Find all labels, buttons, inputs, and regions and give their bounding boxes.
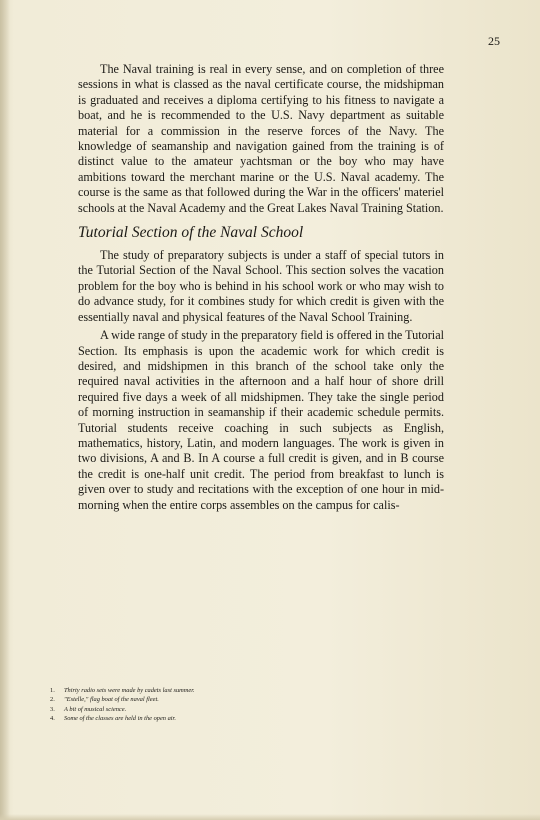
footnote	[50, 686, 430, 695]
page-bottom-edge	[0, 814, 540, 820]
footnote-number: 3.	[50, 705, 55, 713]
footnote	[50, 695, 430, 704]
paragraph-tutorial-range: A wide range of study in the preparatory field is offered in the Tutorial Section. Its emphasis is upon the academic work for which credit is desired, and midshipmen in this branch of the school take only the required naval activities in the afternoon and a half hour of shore drill required five days a week of all midshipmen. They take the single period of morning instruction in seamanship if their academic schedule permits. Tutorial students receive coaching in such subjects as English, mathematics, history, Latin, and modern languages. The work is given in two divisions, A and B. In A course a full credit is given, and in B course the credit is one-half unit credit. The period from breakfast to lunch is given over to study and recitations with the exception of one hour in mid-morning when the entire corps assembles on the campus for calis-	[78, 328, 444, 512]
footnote-number: 1.	[50, 687, 55, 694]
footnote-text: A bit of musical science.	[64, 705, 127, 713]
binding-shadow	[0, 0, 10, 820]
page-number: 25	[488, 34, 500, 48]
body-text	[78, 62, 444, 513]
footnote-text: Thirty radio sets were made by cadets last summer.	[64, 687, 195, 694]
section-heading: Tutorial Section of the Naval School	[78, 224, 304, 242]
footnote	[50, 705, 430, 714]
footnote	[50, 714, 430, 723]
paragraph-tutorial-staff: The study of preparatory subjects is under a staff of special tutors in the Tutorial Section of the Naval School. This section solves the vacation problem for the boy who is behind in his school work or who may wish to do advance study, for it combines study for which credit is given with the essentially naval and physical features of the Naval School Training.	[78, 248, 444, 324]
footnote-number: 2.	[50, 696, 55, 704]
footnote-text: "Estelle," flag boat of the naval fleet.	[64, 696, 159, 704]
paragraph-naval-training: The Naval training is real in every sense, and on completion of three sessions in what is classed as the naval certificate course, the midshipman is graduated and receives a diploma certifying to his fitness to navigate a boat, and he is recommended to the U.S. Navy department as suitable material for a commission in the reserve forces of the Navy. The knowledge of seamanship and navigation gained from the training is of distinct value to the amateur yachtsman or the boy who may have ambitions toward the merchant marine or the U.S. Naval academy. The course is the same as that followed during the War in the officers' materiel schools at the Naval Academy and the Great Lakes Naval Training Station.	[78, 62, 444, 215]
footnotes	[50, 686, 430, 724]
footnote-number: 4.	[50, 715, 55, 723]
footnote-text: Some of the classes are held in the open air.	[64, 715, 176, 723]
